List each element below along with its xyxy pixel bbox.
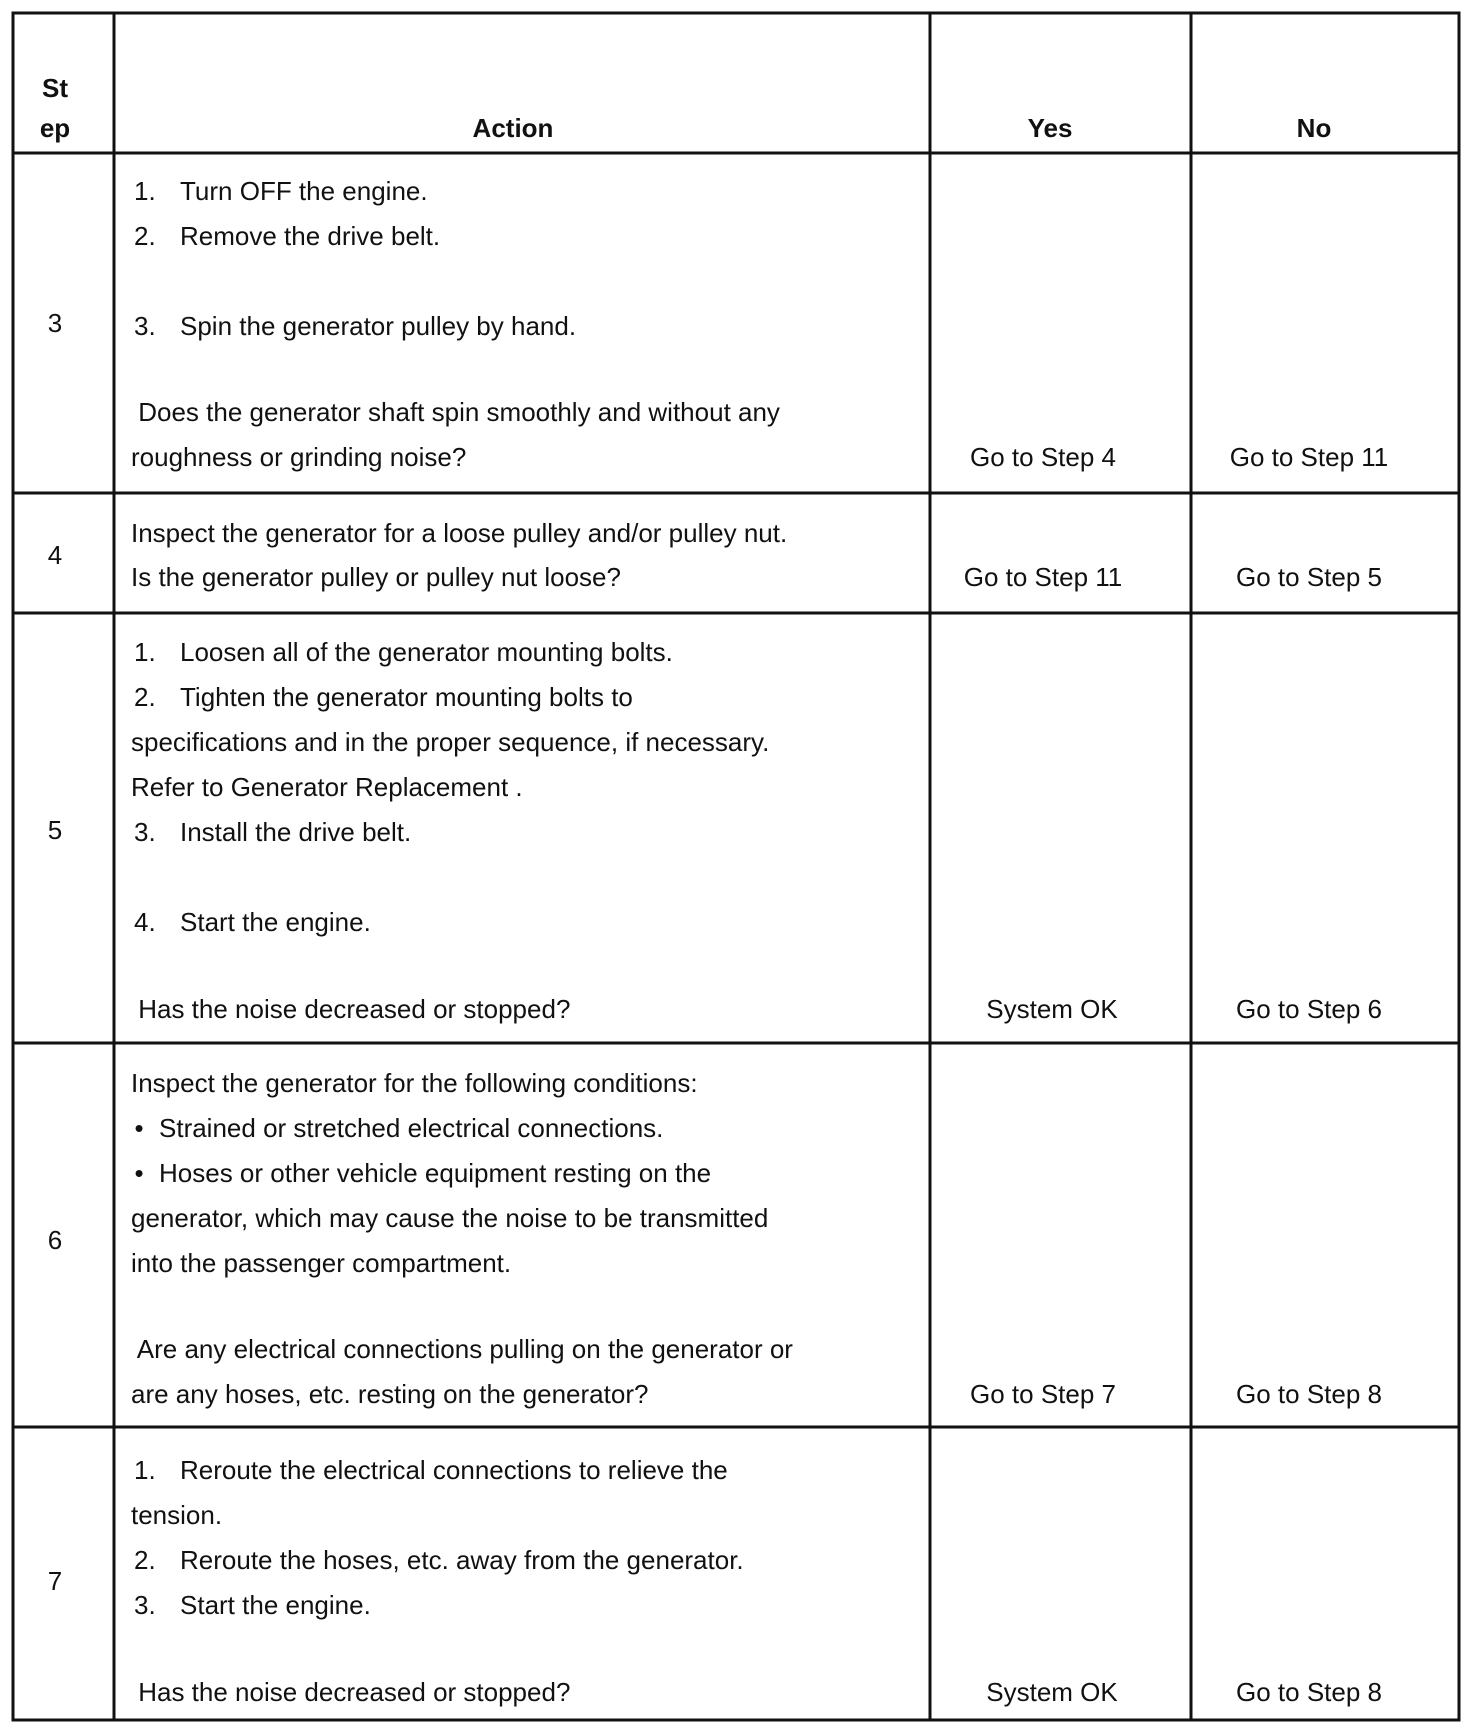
header-no: No — [1296, 113, 1332, 143]
action-item: 2. Tighten the generator mounting bolts to — [134, 682, 633, 712]
action-continuation: tension. — [131, 1500, 223, 1530]
action-continuation: Refer to Generator Replacement . — [131, 772, 523, 802]
no-result: Go to Step 5 — [1236, 562, 1382, 592]
step-number: 7 — [47, 1566, 63, 1596]
action-bullet: • Strained or stretched electrical connections. — [134, 1113, 664, 1143]
action-continuation: into the passenger compartment. — [131, 1248, 512, 1278]
yes-result: System OK — [986, 1677, 1118, 1707]
header-step-line2: ep — [39, 113, 71, 143]
action-question: roughness or grinding noise? — [131, 442, 467, 472]
no-result: Go to Step 8 — [1236, 1677, 1382, 1707]
action-item: 1. Loosen all of the generator mounting bolts. — [134, 637, 673, 667]
action-bullet: • Hoses or other vehicle equipment resting on the — [134, 1158, 712, 1188]
yes-result: Go to Step 4 — [970, 442, 1116, 472]
yes-result: Go to Step 11 — [963, 562, 1123, 592]
action-item: 2. Reroute the hoses, etc. away from the generator. — [134, 1545, 744, 1575]
action-intro: Inspect the generator for the following conditions: — [131, 1068, 698, 1098]
action-item: 3. Spin the generator pulley by hand. — [134, 311, 577, 341]
action-question: Has the noise decreased or stopped? — [131, 1677, 571, 1707]
action-continuation: specifications and in the proper sequence, if necessary. — [131, 727, 770, 757]
header-step-line1: St — [42, 73, 68, 103]
step-number: 4 — [47, 540, 63, 570]
action-question: Are any electrical connections pulling on the generator or — [131, 1334, 793, 1364]
action-question: Has the noise decreased or stopped? — [131, 994, 571, 1024]
action-question: Does the generator shaft spin smoothly and without any — [131, 397, 780, 427]
step-number: 5 — [47, 815, 63, 845]
action-item: 2. Remove the drive belt. — [134, 221, 441, 251]
action-item: 3. Install the drive belt. — [134, 817, 412, 847]
action-line: Inspect the generator for a loose pulley and/or pulley nut. — [131, 518, 788, 548]
action-item: 3. Start the engine. — [134, 1590, 371, 1620]
action-line: Is the generator pulley or pulley nut loose? — [131, 562, 621, 592]
step-number: 6 — [47, 1225, 63, 1255]
yes-result: Go to Step 7 — [970, 1379, 1116, 1409]
action-item: 1. Reroute the electrical connections to relieve the — [134, 1455, 728, 1485]
no-result: Go to Step 8 — [1236, 1379, 1382, 1409]
no-result: Go to Step 6 — [1236, 994, 1382, 1024]
step-number: 3 — [47, 308, 63, 338]
header-yes: Yes — [1027, 113, 1073, 143]
action-question: are any hoses, etc. resting on the generator? — [131, 1379, 649, 1409]
action-item: 1. Turn OFF the engine. — [134, 176, 428, 206]
yes-result: System OK — [986, 994, 1118, 1024]
action-continuation: generator, which may cause the noise to be transmitted — [131, 1203, 769, 1233]
header-action: Action — [472, 113, 554, 143]
action-item: 4. Start the engine. — [134, 907, 371, 937]
no-result: Go to Step 11 — [1229, 442, 1389, 472]
